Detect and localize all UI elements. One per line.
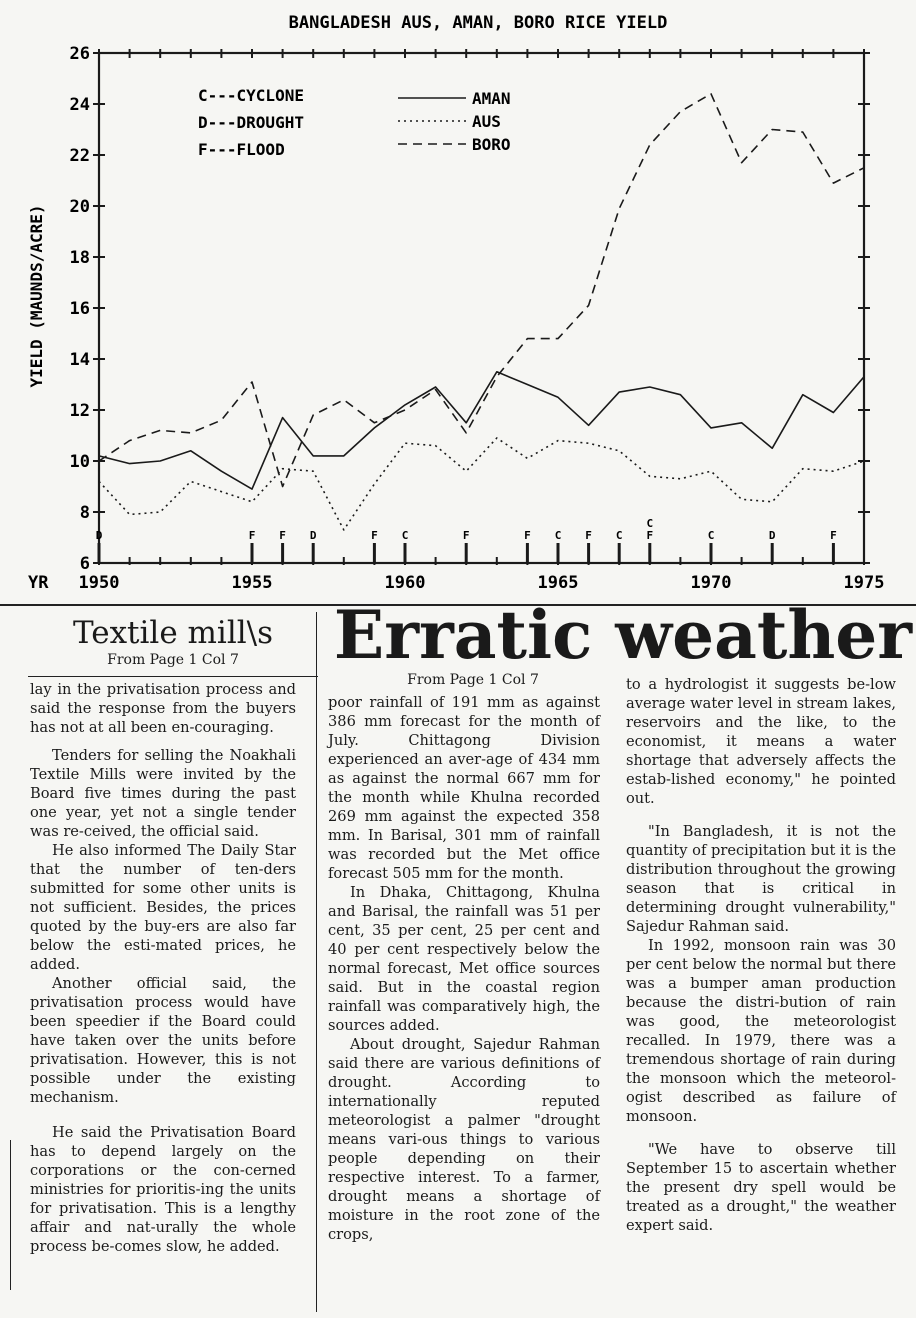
- rice-yield-chart: [0, 0, 916, 604]
- legend-label-aman: AMAN: [472, 89, 511, 108]
- event-label: C: [646, 517, 654, 530]
- weather-paragraph: In 1992, monsoon rain was 30 per cent below the normal but there was a bumper aman production because the distri-bution of rain was good, the meteorologist recalled. In 1979, there was a tremendous shortage of rain during the monsoon which the meteorol-ogist described as failure of monsoon.: [626, 937, 896, 1125]
- textile-headline: Textile mill\s: [72, 615, 274, 651]
- series-lines: [99, 94, 864, 530]
- event-label: F: [371, 529, 378, 542]
- y-tick-label: 14: [69, 350, 90, 370]
- weather-headline: Erratic weather: [333, 596, 913, 674]
- y-tick-label: 12: [69, 401, 90, 421]
- y-tick-label: 18: [69, 248, 90, 268]
- y-tick-label: 16: [69, 299, 90, 319]
- x-tick-label: 1955: [231, 573, 273, 593]
- legend-event-key: C---CYCLONE: [198, 86, 304, 105]
- event-label: F: [524, 529, 531, 542]
- weather-column-2: [626, 675, 896, 1235]
- textile-from-page: From Page 1 Col 7: [107, 652, 239, 668]
- textile-paragraph: lay in the privatisation process and said the response from the buyers has not at all been en-couraging.: [30, 681, 296, 736]
- column-rule: [316, 612, 317, 1312]
- event-markers: [96, 517, 837, 563]
- x-axis-prefix: YR: [28, 573, 49, 593]
- event-label: D: [95, 529, 103, 542]
- y-tick-label: 6: [79, 554, 90, 574]
- x-tick-label: 1950: [78, 573, 120, 593]
- event-label: F: [248, 529, 256, 542]
- series-line-aman: [99, 372, 864, 489]
- event-label: F: [646, 529, 654, 542]
- weather-paragraph: About drought, Sajedur Rahman said there are various definitions of drought. According to internationally reputed meteorologist a palmer "drought means vari-ous things to various people depending on their respective interest. To a farmer, drought means a shortage of moisture in the root zone of the crops,: [328, 1036, 600, 1243]
- y-tick-label: 8: [79, 503, 90, 523]
- legend: [198, 86, 511, 159]
- chart-title: BANGLADESH AUS, AMAN, BORO RICE YIELD: [288, 13, 668, 33]
- event-label: D: [309, 529, 317, 542]
- textile-paragraph: He said the Privatisation Board has to depend largely on the corporations or the con-cerned ministries for prioritis-ing the units for privatisation. This is a lengthy affair and nat-urally the whole process be-comes slow, he added.: [30, 1124, 296, 1255]
- textile-paragraph: Tenders for selling the Noakhali Textile Mills were invited by the Board five times during the past one year, yet not a single tender was re-ceived, the official said.: [30, 747, 296, 840]
- chart-svg: [0, 0, 916, 604]
- x-tick-label: 1970: [690, 573, 732, 593]
- weather-paragraph: poor rainfall of 191 mm as against 386 mm forecast for the month of July. Chittagong Division experienced an aver-age of 434 mm as against the normal 667 mm for the month while Khulna recorded 269 mm against the expected 358 mm. In Barisal, 301 mm of rainfall was recorded but the Met office forecast 505 mm for the month.: [328, 694, 600, 882]
- textile-article-body: [30, 680, 296, 1256]
- event-label: C: [554, 529, 562, 542]
- weather-paragraph: "We have to observe till September 15 to ascertain whether the present dry spell would be treated as a drought," the weather expert said.: [626, 1141, 896, 1234]
- weather-paragraph: In Dhaka, Chittagong, Khulna and Barisal, the rainfall was 51 per cent, 35 per cent, 25 per cent and 40 per cent respectively below the normal forecast, Met office sources said. But in the coastal region rainfall was comparatively high, the sources added.: [328, 884, 600, 1034]
- event-label: F: [279, 529, 286, 542]
- event-label: C: [401, 529, 409, 542]
- legend-event-key: F---FLOOD: [198, 140, 285, 159]
- event-label: F: [830, 529, 837, 542]
- textile-rule: [28, 676, 318, 677]
- legend-label-aus: AUS: [472, 112, 501, 131]
- series-line-aus: [99, 438, 864, 530]
- y-tick-label: 10: [69, 452, 90, 472]
- event-label: D: [768, 529, 776, 542]
- y-tick-label: 24: [69, 95, 90, 115]
- textile-paragraph: Another official said, the privatisation process would have been speedier if the Board could have taken over the units before privatisation. However, this is not possible under the existing mechanism.: [30, 975, 296, 1106]
- x-tick-label: 1975: [843, 573, 885, 593]
- event-label: F: [585, 529, 592, 542]
- event-label: F: [462, 529, 470, 542]
- weather-column-1: [328, 693, 600, 1244]
- y-tick-label: 22: [69, 146, 90, 166]
- legend-label-boro: BORO: [472, 135, 511, 154]
- margin-rule: [10, 1140, 11, 1290]
- event-label: C: [615, 529, 623, 542]
- event-label: C: [707, 529, 715, 542]
- weather-paragraph: to a hydrologist it suggests be-low average water level in stream lakes, reservoirs and the like, to the economist, it means a water shortage that adversely affects the estab-lished economy," he pointed out.: [626, 676, 896, 807]
- x-tick-label: 1960: [384, 573, 426, 593]
- textile-paragraph: He also informed The Daily Star that the number of ten-ders submitted for some other units is not sufficient. Besides, the prices quoted by the buy-ers are also far below the esti-mated prices, he added.: [30, 842, 296, 973]
- y-tick-label: 26: [69, 44, 90, 64]
- weather-paragraph: "In Bangladesh, it is not the quantity of precipitation but it is the distribution throughout the growing season that is critical in determining drought vulnerability," Sajedur Rahman said.: [626, 823, 896, 935]
- weather-from-page: From Page 1 Col 7: [407, 672, 539, 688]
- y-axis-label: YIELD (MAUNDS/ACRE): [27, 204, 46, 388]
- x-tick-label: 1965: [537, 573, 579, 593]
- y-tick-label: 20: [69, 197, 90, 217]
- legend-event-key: D---DROUGHT: [198, 113, 304, 132]
